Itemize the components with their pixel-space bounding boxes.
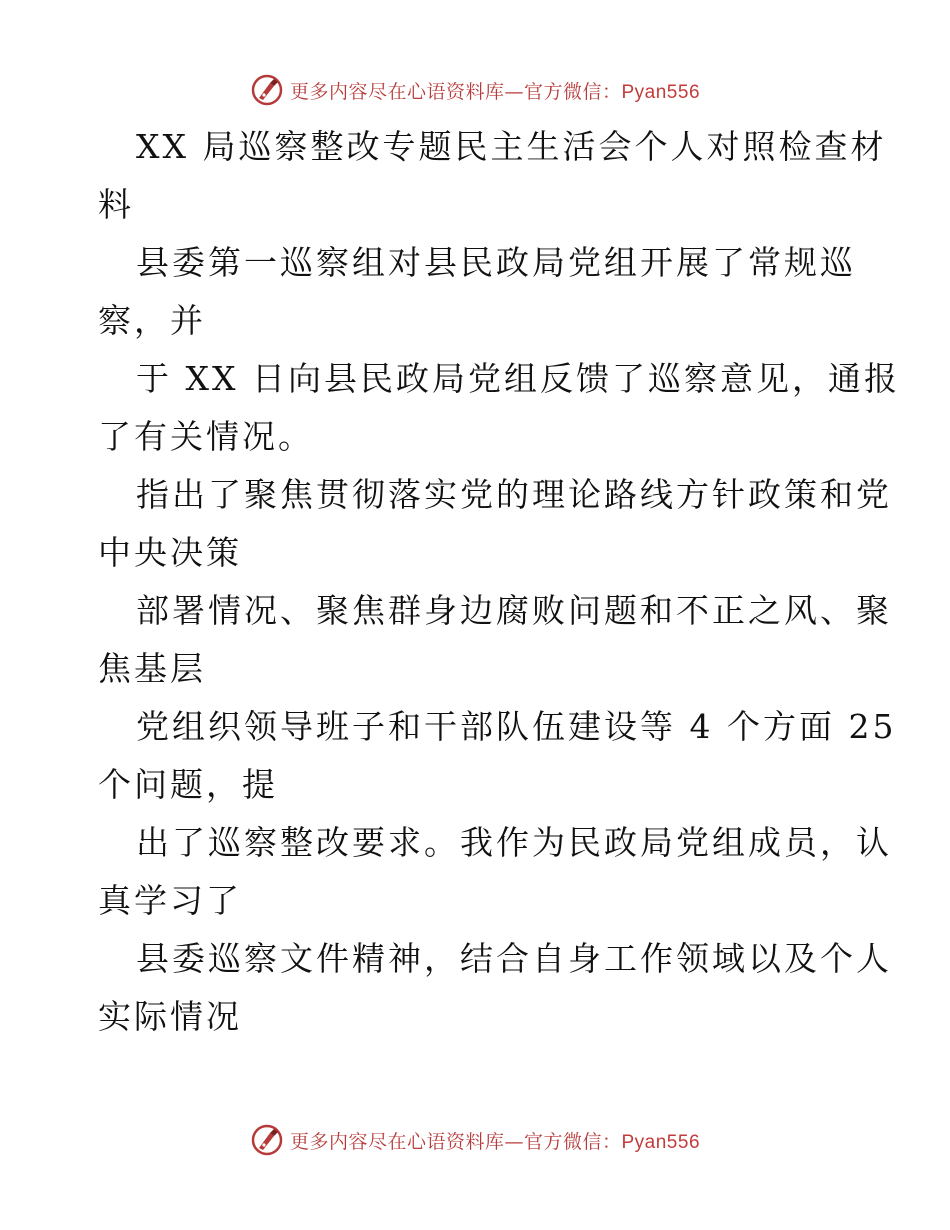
pen-nib-circle-icon: [250, 1123, 284, 1157]
banner-wechat-id: Pyan556: [621, 81, 701, 103]
footer-banner: [0, 1120, 950, 1160]
document-title-line-1: XX 局巡察整改专题民主生活会个人对照检查材: [136, 127, 887, 166]
document-title-line-2: 料: [98, 185, 134, 224]
document-body: [98, 118, 900, 1046]
paragraph-line: 中央决策: [98, 533, 242, 572]
paragraph-line: 真学习了: [98, 881, 242, 920]
banner-wechat-id: Pyan556: [621, 1131, 701, 1153]
paragraph-line: 县委第一巡察组对县民政局党组开展了常规巡: [136, 243, 856, 282]
paragraph-line: 了有关情况。: [98, 417, 314, 456]
paragraph-line: 指出了聚焦贯彻落实党的理论路线方针政策和党: [136, 475, 892, 514]
paragraph-line: 焦基层: [98, 649, 206, 688]
paragraph-line: 于 XX 日向县民政局党组反馈了巡察意见，通报: [136, 359, 900, 398]
banner-prefix: 更多内容尽在心语资料库—官方微信：: [289, 1130, 622, 1153]
paragraph-line: 出了巡察整改要求。我作为民政局党组成员，认: [136, 823, 892, 862]
banner-prefix: 更多内容尽在心语资料库—官方微信：: [289, 80, 622, 103]
header-banner: [0, 70, 950, 110]
paragraph-line: 党组织领导班子和干部队伍建设等 4 个方面 25: [136, 707, 897, 746]
paragraph-line: 个问题，提: [98, 765, 278, 804]
paragraph-line: 察，并: [98, 301, 206, 340]
paragraph-line: 部署情况、聚焦群身边腐败问题和不正之风、聚: [136, 591, 892, 630]
paragraph-line: 县委巡察文件精神，结合自身工作领域以及个人: [136, 939, 892, 978]
pen-nib-circle-icon: [250, 73, 284, 107]
paragraph-line: 实际情况: [98, 997, 242, 1036]
banner-text: [290, 77, 700, 104]
banner-text: [290, 1127, 700, 1154]
